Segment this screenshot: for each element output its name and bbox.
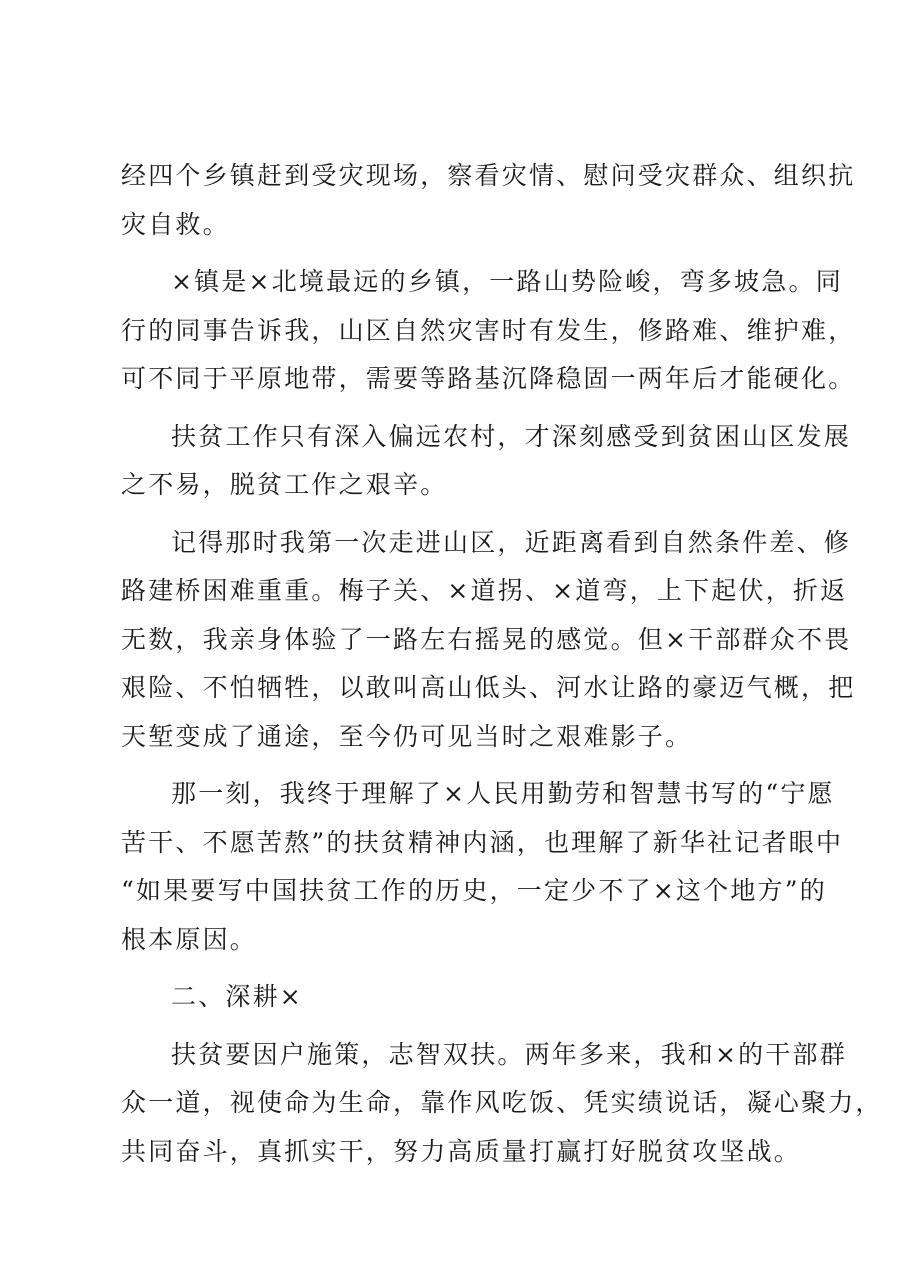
section-heading xyxy=(121,973,811,1022)
paragraph-line: 经四个乡镇赶到受灾现场，察看灾情、慰问受灾群众、组织抗 xyxy=(121,161,856,190)
paragraph-poverty-work xyxy=(121,413,852,510)
paragraph-first-visit xyxy=(121,519,856,762)
paragraph-continuation xyxy=(121,152,856,249)
paragraph-line: 行的同事告诉我，山区自然灾害时有发生，修路难、维护难， xyxy=(121,315,856,345)
paragraph-line: “如果要写中国扶贫工作的历史，一定少不了×这个地方”的 xyxy=(121,876,827,905)
paragraph-line: 共同奋斗，真抓实干，努力高质量打赢打好脱贫攻坚战。 xyxy=(121,1136,802,1166)
paragraph-line: 路建桥困难重重。梅子关、×道拐、×道弯，上下起伏，折返 xyxy=(121,576,848,605)
paragraph-line: 艰险、不怕牺牲，以敢叫高山低头、河水让路的豪迈气概，把 xyxy=(121,673,856,702)
paragraph-line: 那一刻，我终于理解了×人民用勤劳和智慧书写的“宁愿 xyxy=(171,779,835,808)
paragraph-line: 天堑变成了通途，至今仍可见当时之艰难影子。 xyxy=(121,721,693,751)
paragraph-line: 众一道，视使命为生命，靠作风吃饭、凭实绩说话，凝心聚力， xyxy=(121,1088,883,1117)
paragraph-line: 苦干、不愿苦熬”的扶贫精神内涵，也理解了新华社记者眼中 xyxy=(121,827,844,857)
paragraph-line: 记得那时我第一次走进山区，近距离看到自然条件差、修 xyxy=(171,527,852,557)
paragraph-line: 灾自救。 xyxy=(121,209,230,239)
paragraph-line: 根本原因。 xyxy=(121,924,258,954)
section-heading-text: 二、深耕× xyxy=(171,982,303,1011)
document-body xyxy=(121,152,883,1185)
paragraph-understanding xyxy=(121,770,844,964)
paragraph-targeted-measures xyxy=(121,1031,883,1177)
paragraph-line: 可不同于平原地带，需要等路基沉降稳固一两年后才能硬化。 xyxy=(121,364,856,393)
paragraph-line: 之不易，脱贫工作之艰辛。 xyxy=(121,470,448,499)
paragraph-line: 无数，我亲身体验了一路左右摇晃的感觉。但×干部群众不畏 xyxy=(121,624,852,654)
paragraph-line: 扶贫工作只有深入偏远农村，才深刻感受到贫困山区发展 xyxy=(171,421,852,451)
paragraph-line: 扶贫要因户施策，志智双扶。两年多来，我和×的干部群 xyxy=(171,1039,847,1069)
paragraph-line: ×镇是×北境最远的乡镇，一路山势险峻，弯多坡急。同 xyxy=(171,267,843,296)
paragraph-town-road xyxy=(121,258,856,404)
